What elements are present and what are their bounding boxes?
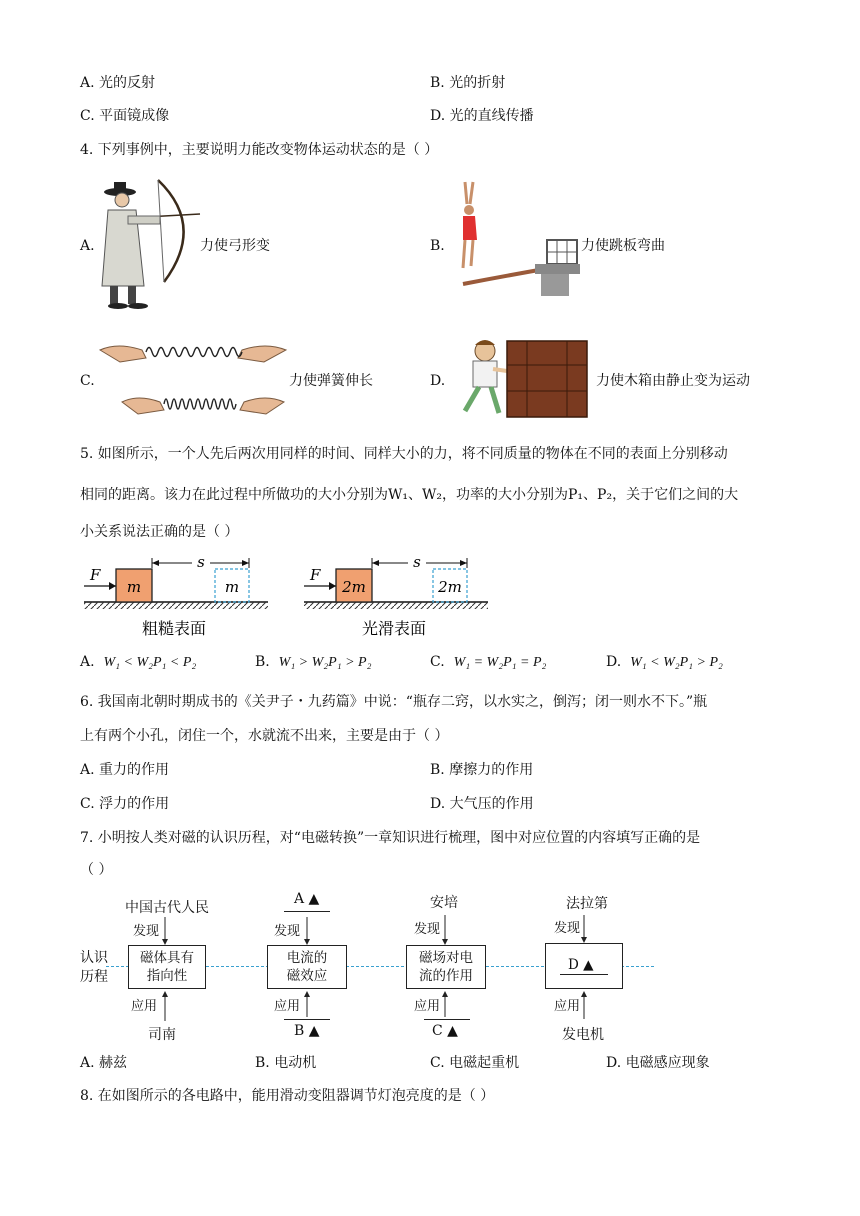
q8-stem: 8. 在如图所示的各电路中，能用滑动变阻器调节灯泡亮度的是（ ）: [80, 1088, 495, 1104]
rough-mass-label: m: [126, 578, 142, 596]
node4-top: 法拉第: [566, 896, 608, 912]
node2-arrows: [302, 917, 312, 1047]
axis-label-1: 认识: [80, 950, 108, 966]
q6-option-b: B. 摩擦力的作用: [430, 762, 534, 778]
q7-option-b: B. 电动机: [255, 1055, 317, 1071]
q3-option-d: D. 光的直线传播: [430, 108, 534, 124]
node2-bottom: B ▲: [294, 1023, 320, 1039]
wooden-box-illustration: [455, 335, 595, 423]
node3-box: 磁场对电 流的作用: [406, 945, 486, 989]
q4-b-label: B.: [430, 238, 445, 254]
smooth-surface-caption: 光滑表面: [361, 619, 427, 638]
q5-option-b: B. W₁ > W₂P₁ > P₂: [255, 654, 372, 670]
q5-line3: 小关系说法正确的是（ ）: [80, 524, 239, 540]
q6-line1: 6. 我国南北朝时期成书的《关尹子・九药篇》中说：“瓶存二窍，以水实之，倒泻；闭一则水不下。”瓶: [80, 694, 708, 710]
node1-arrows: [160, 917, 170, 1047]
q5-option-a: A. W₁ < W₂P₁ < P₂: [80, 654, 197, 670]
node2-apply: 应用: [274, 999, 301, 1014]
q5-line1: 5. 如图所示，一个人先后两次用同样的时间、同样大小的力，将不同质量的物体在不同的表面上分别移动: [80, 446, 728, 462]
diving-board-illustration: [455, 178, 580, 296]
rough-surface-caption: 粗糙表面: [141, 619, 207, 638]
q6-option-a: A. 重力的作用: [80, 762, 170, 778]
q4-d-text: 力使木箱由静止变为运动: [596, 373, 750, 389]
node4-box: D ▲: [545, 943, 623, 989]
q4-a-text: 力使弓形变: [200, 238, 270, 254]
node4-apply: 应用: [554, 999, 581, 1014]
q6-option-d: D. 大气压的作用: [430, 796, 534, 812]
smooth-surface-figure: [304, 553, 488, 638]
node1-top: 中国古代人民: [125, 900, 209, 916]
smooth-force-label: F: [310, 566, 321, 584]
node3-arrows: [440, 915, 450, 1045]
q7-option-a: A. 赫兹: [80, 1055, 128, 1071]
node3-bottom: C ▲: [432, 1023, 458, 1039]
q7-option-c: C. 电磁起重机: [430, 1055, 520, 1071]
smooth-ghost-mass-label: 2m: [438, 578, 462, 596]
rough-distance-label: s: [197, 553, 205, 571]
q4-d-label: D.: [430, 373, 446, 389]
rough-surface-figure: [84, 553, 268, 638]
q6-option-c: C. 浮力的作用: [80, 796, 170, 812]
node4-bottom: 发电机: [562, 1027, 604, 1043]
q5-option-d: D. W₁ < W₂P₁ > P₂: [606, 654, 723, 670]
q3-option-a: A. 光的反射: [80, 75, 156, 91]
axis-label-2: 历程: [80, 969, 108, 985]
q4-stem: 4. 下列事例中，主要说明力能改变物体运动状态的是（ ）: [80, 142, 439, 158]
q4-c-text: 力使弹簧伸长: [289, 373, 373, 389]
q5-figure: [82, 552, 492, 644]
node1-box: 磁体具有 指向性: [128, 945, 206, 989]
compressed-spring: [122, 398, 284, 414]
q3-option-c: C. 平面镜成像: [80, 108, 170, 124]
q4-a-label: A.: [80, 238, 95, 254]
node3-discover: 发现: [414, 922, 441, 937]
stretched-spring: [100, 346, 286, 362]
node2-discover: 发现: [274, 924, 301, 939]
q7-line1: 7. 小明按人类对磁的认识历程，对“电磁转换”一章知识进行梳理，图中对应位置的内容填写正确的是: [80, 830, 701, 846]
node3-top: 安培: [430, 895, 458, 911]
node1-discover: 发现: [133, 924, 160, 939]
q6-line2: 上有两个小孔，闭住一个，水就流不出来，主要是由于（ ）: [80, 728, 449, 744]
q5-option-c: C. W₁ = W₂P₁ = P₂: [430, 654, 547, 670]
magnetism-timeline-diagram: [0, 885, 860, 1045]
spring-illustration: [98, 332, 288, 424]
archer-illustration: [98, 176, 208, 311]
node4-discover: 发现: [554, 921, 581, 936]
smooth-mass-label: 2m: [342, 578, 366, 596]
smooth-distance-label: s: [413, 553, 421, 571]
rough-force-label: F: [90, 566, 101, 584]
q7-line2: （ ）: [80, 862, 113, 878]
node2-box: 电流的 磁效应: [267, 945, 347, 989]
node2-top: A ▲: [294, 891, 320, 907]
node1-apply: 应用: [131, 999, 158, 1014]
q7-option-d: D. 电磁感应现象: [606, 1055, 710, 1071]
q5-line2: 相同的距离。该力在此过程中所做功的大小分别为W₁、W₂，功率的大小分别为P₁、P₂，关于它们之间的大: [80, 487, 739, 503]
q4-c-label: C.: [80, 373, 95, 389]
q4-b-text: 力使跳板弯曲: [581, 238, 665, 254]
node4-arrows: [579, 915, 589, 1045]
node1-bottom: 司南: [148, 1027, 176, 1043]
rough-ghost-mass-label: m: [224, 578, 240, 596]
node3-apply: 应用: [414, 999, 441, 1014]
q3-option-b: B. 光的折射: [430, 75, 506, 91]
